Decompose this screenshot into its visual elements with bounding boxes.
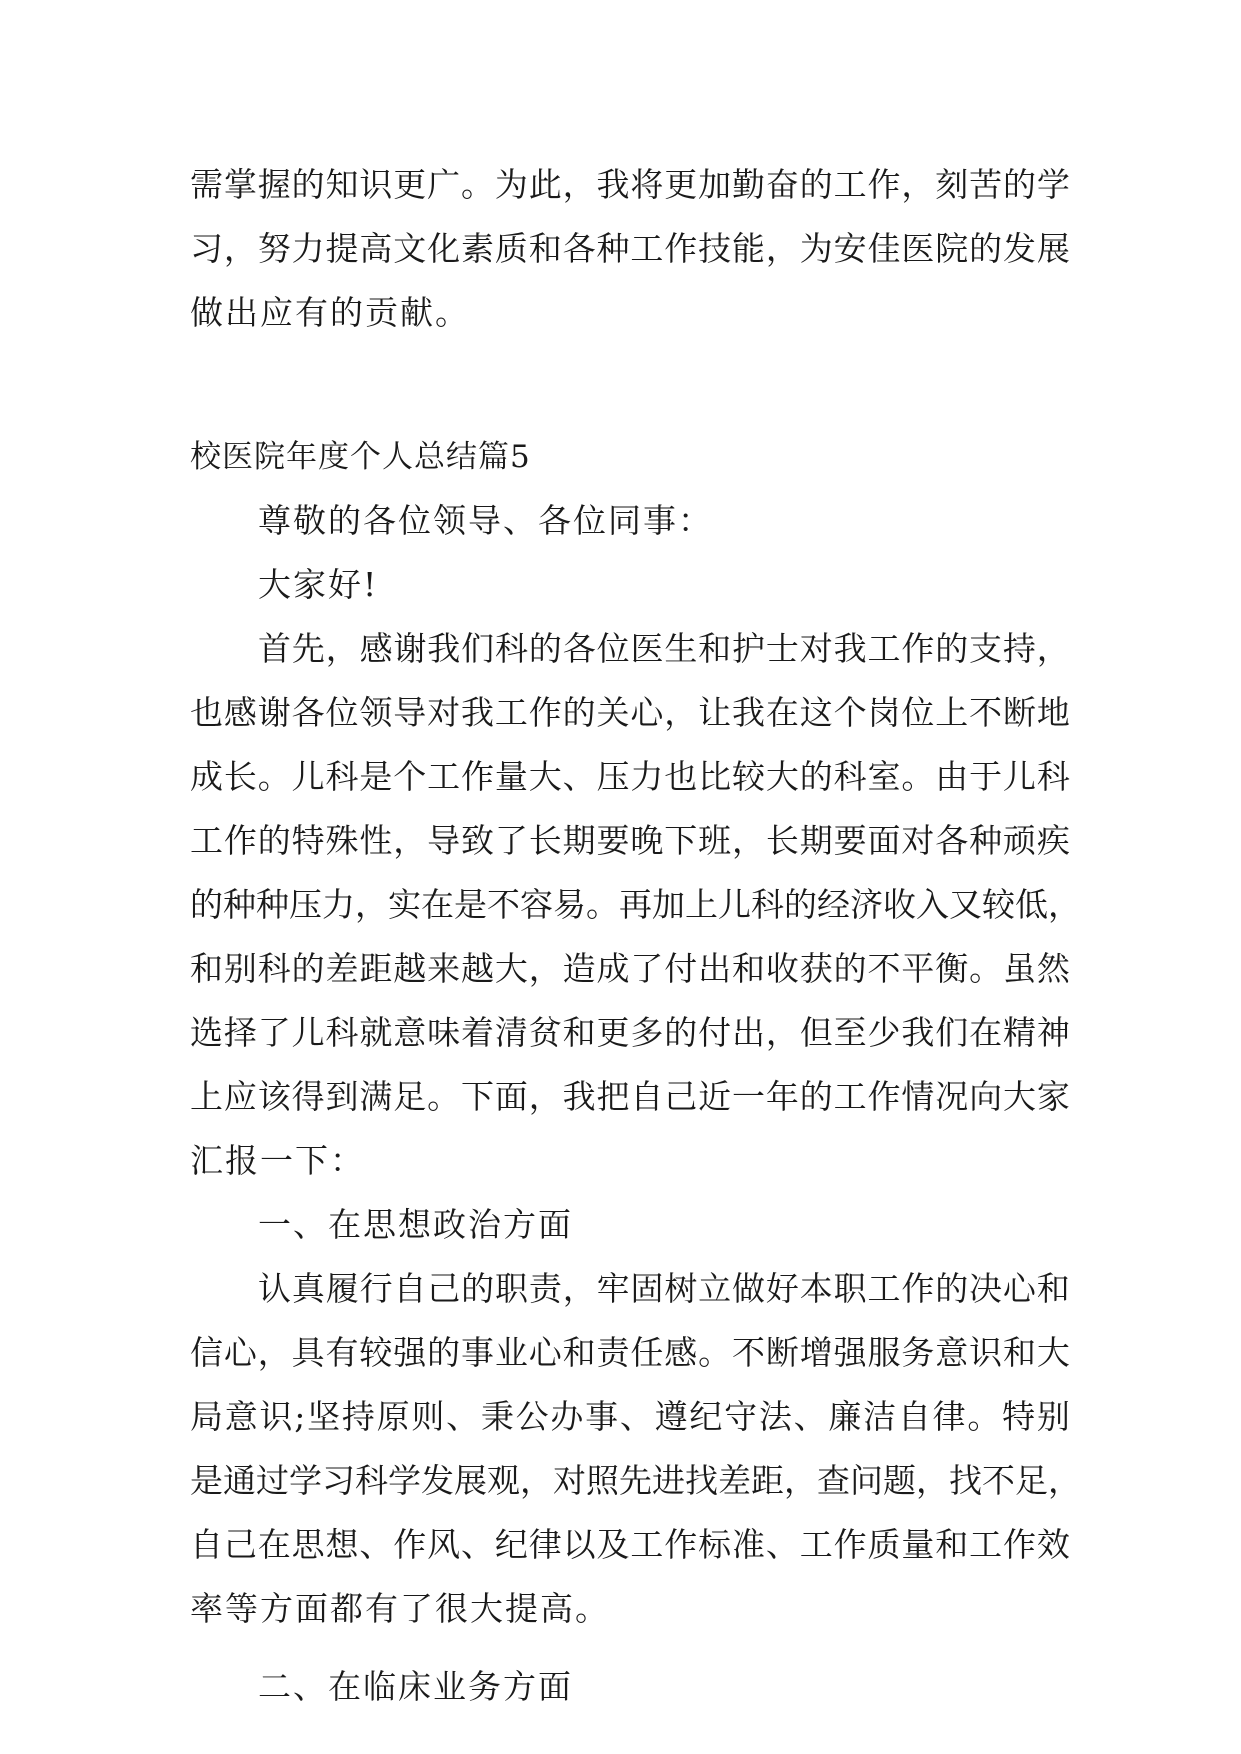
subheading-2: 二、在临床业务方面 (258, 1667, 573, 1706)
subheading-1: 一、在思想政治方面 (258, 1205, 573, 1244)
body-line: 也 感 谢 各 位 领 导 对 我 工 作 的 关 心 ， 让 我 在 这 个 岗 位 上 不 断 地 (190, 693, 1070, 732)
body-line: 成 长 。 儿 科 是 个 工 作 量 大 、 压 力 也 比 较 大 的 科 室 。 由 于 儿 科 (190, 757, 1070, 796)
body-line: 上 应 该 得 到 满 足 。 下 面 ， 我 把 自 己 近 一 年 的 工 作 情 况 向 大 家 (190, 1077, 1070, 1116)
intro-line: 做出应有的贡献。 (190, 293, 470, 332)
section-title: 校医院年度个人总结篇5 (190, 439, 531, 475)
sub1-line: 信 心 ， 具 有 较 强 的 事 业 心 和 责 任 感 。 不 断 增 强 服 务 意 识 和 大 (190, 1333, 1070, 1372)
greeting: 大家好! (258, 565, 379, 604)
body-line: 和 别 科 的 差 距 越 来 越 大 ， 造 成 了 付 出 和 收 获 的 不 平 衡 。 虽 然 (190, 949, 1070, 988)
intro-line: 需 掌 握 的 知 识 更 广 。 为 此 ， 我 将 更 加 勤 奋 的 工 作 ， 刻 苦 的 学 (190, 165, 1070, 204)
sub1-line: 局 意 识 ; 坚 持 原 则 、 秉 公 办 事 、 遵 纪 守 法 、 廉 洁 自 律 。 特 别 (190, 1397, 1070, 1436)
sub1-line: 认 真 履 行 自 己 的 职 责 ， 牢 固 树 立 做 好 本 职 工 作 的 决 心 和 (258, 1269, 1070, 1308)
sub1-line: 自 己 在 思 想 、 作 风 、 纪 律 以 及 工 作 标 准 、 工 作 质 量 和 工 作 效 (190, 1525, 1070, 1564)
body-line: 的 种 种 压 力 ， 实 在 是 不 容 易 。 再 加 上 儿 科 的 经 济 收 入 又 较 低 ， (190, 885, 1081, 924)
sub1-line: 率等方面都有了很大提高。 (190, 1589, 610, 1628)
sub1-line: 是 通 过 学 习 科 学 发 展 观 ， 对 照 先 进 找 差 距 ， 查 问 题 ， 找 不 足 ， (190, 1461, 1081, 1500)
salutation: 尊敬的各位领导、各位同事： (258, 501, 713, 540)
text-column (190, 153, 1081, 1719)
paragraph-gap (190, 345, 1070, 425)
body-line: 汇报一下： (190, 1141, 365, 1180)
body-line: 工 作 的 特 殊 性 ， 导 致 了 长 期 要 晚 下 班 ， 长 期 要 面 对 各 种 顽 疾 (190, 821, 1070, 860)
body-line: 选 择 了 儿 科 就 意 味 着 清 贫 和 更 多 的 付 出 ， 但 至 少 我 们 在 精 神 (190, 1013, 1070, 1052)
body-line: 首 先 ， 感 谢 我 们 科 的 各 位 医 生 和 护 士 对 我 工 作 的 支 持 ， (258, 629, 1070, 668)
intro-line: 习 ， 努 力 提 高 文 化 素 质 和 各 种 工 作 技 能 ， 为 安 佳 医 院 的 发 展 (190, 229, 1070, 268)
